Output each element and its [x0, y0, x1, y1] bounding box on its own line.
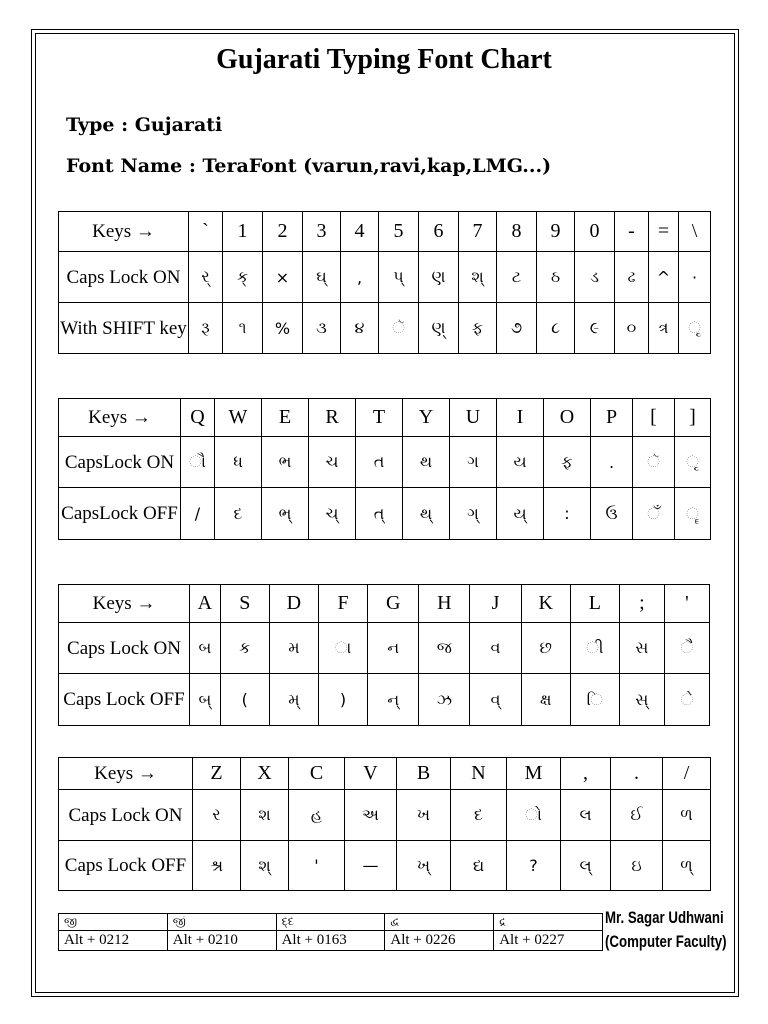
glyph-cell: દ [451, 790, 507, 841]
glyph-cell: ૅ [633, 437, 675, 488]
key-cell: / [663, 758, 711, 790]
glyph-cell: ? [507, 841, 561, 891]
caps-lock-on-label: CapsLock ON [59, 437, 181, 488]
key-cell: T [356, 399, 403, 437]
key-cell: F [318, 585, 367, 623]
glyph-cell: ઇ [611, 841, 663, 891]
key-cell: N [451, 758, 507, 790]
key-cell: J [470, 585, 521, 623]
glyph-cell: હ [289, 790, 345, 841]
glyph-cell: બ્ [190, 674, 221, 726]
glyph-cell: ખ [397, 790, 451, 841]
key-cell: S [220, 585, 269, 623]
glyph-cell: ૯ [575, 303, 615, 354]
glyph-cell: ૌ [181, 437, 215, 488]
key-cell: G [368, 585, 419, 623]
glyph-cell: , [341, 252, 379, 303]
glyph-cell: ત્ [356, 488, 403, 540]
key-cell: X [241, 758, 289, 790]
glyph-cell: ૈ [664, 623, 709, 674]
glyph-cell: મ્ [269, 674, 318, 726]
key-cell: U [450, 399, 497, 437]
glyph-cell: : [544, 488, 591, 540]
alt-code: Alt + 0163 [276, 931, 385, 951]
key-cell: E [262, 399, 309, 437]
glyph-cell: ૦ [615, 303, 649, 354]
author-credit [605, 906, 727, 954]
key-cell: ' [664, 585, 709, 623]
glyph-cell: થ્ [403, 488, 450, 540]
glyph-cell: ળ્ [663, 841, 711, 891]
key-cell: 4 [341, 212, 379, 252]
glyph-cell: ગ્ [450, 488, 497, 540]
glyph-cell: ક્ [223, 252, 263, 303]
glyph-cell: ડ [575, 252, 615, 303]
key-cell: 1 [223, 212, 263, 252]
caps-lock-on-label: Caps Lock ON [59, 790, 193, 841]
caps-lock-on-label: Caps Lock ON [59, 623, 190, 674]
alt-glyph: દ્ર [494, 914, 603, 931]
glyph-cell: ભ [262, 437, 309, 488]
glyph-cell: ૮ [537, 303, 575, 354]
glyph-cell: × [263, 252, 303, 303]
key-cell: 6 [419, 212, 459, 252]
keys-label: Keys → [59, 758, 193, 790]
glyph-cell: ત [356, 437, 403, 488]
alt-code: Alt + 0227 [494, 931, 603, 951]
key-cell: 7 [459, 212, 497, 252]
glyph-cell: વ [470, 623, 521, 674]
glyph-cell: ઢ [615, 252, 649, 303]
key-cell: 0 [575, 212, 615, 252]
page-title: Gujarati Typing Font Chart [216, 44, 552, 75]
type-line: Type : Gujarati [66, 114, 223, 136]
keys-label: Keys → [59, 399, 181, 437]
author-name: Mr. Sagar Udhwani [605, 908, 724, 927]
glyph-cell: ૧ [223, 303, 263, 354]
alt-glyph: જી [59, 914, 168, 931]
glyph-cell: થ [403, 437, 450, 488]
asdf-row-table [58, 584, 710, 726]
glyph-cell: ન [368, 623, 419, 674]
key-cell: L [570, 585, 619, 623]
caps-lock-off-label: CapsLock OFF [59, 488, 181, 540]
glyph-cell: ઘ્ [303, 252, 341, 303]
author-role: (Computer Faculty) [605, 932, 727, 951]
glyph-cell: / [181, 488, 215, 540]
alt-code: Alt + 0226 [385, 931, 494, 951]
glyph-cell: ઉ [591, 488, 633, 540]
key-cell: ; [619, 585, 664, 623]
glyph-cell: ય [497, 437, 544, 488]
key-cell: = [649, 212, 679, 252]
glyph-cell: ૩ [303, 303, 341, 354]
glyph-cell: ો [507, 790, 561, 841]
glyph-cell: ) [318, 674, 367, 726]
glyph-cell: . [591, 437, 633, 488]
glyph-cell: ફ [544, 437, 591, 488]
glyph-cell: ૭ [497, 303, 537, 354]
glyph-cell: ઁ [633, 488, 675, 540]
glyph-cell: શ [241, 790, 289, 841]
glyph-cell: લ્ [561, 841, 611, 891]
key-cell: Y [403, 399, 450, 437]
glyph-cell: ઈ [611, 790, 663, 841]
glyph-cell: બ [190, 623, 221, 674]
key-cell: , [561, 758, 611, 790]
glyph-cell: િ [570, 674, 619, 726]
glyph-cell: સ [619, 623, 664, 674]
key-cell: 3 [303, 212, 341, 252]
glyph-cell: ક [220, 623, 269, 674]
glyph-cell: ઠ [537, 252, 575, 303]
number-row-table [58, 211, 711, 354]
glyph-cell: ળ [663, 790, 711, 841]
glyph-cell: ી [570, 623, 619, 674]
caps-lock-off-label: Caps Lock OFF [59, 841, 193, 891]
glyph-cell: મ [269, 623, 318, 674]
key-cell: P [591, 399, 633, 437]
glyph-cell: ૃ [675, 437, 711, 488]
qwerty-row-table [58, 398, 711, 540]
glyph-cell: ે [664, 674, 709, 726]
key-cell: W [215, 399, 262, 437]
glyph-cell: ધ [215, 437, 262, 488]
caps-lock-on-label: Caps Lock ON [59, 252, 189, 303]
glyph-cell: વ્ [470, 674, 521, 726]
key-cell: 2 [263, 212, 303, 252]
glyph-cell: ગ [450, 437, 497, 488]
key-cell: \ [679, 212, 711, 252]
key-cell: 8 [497, 212, 537, 252]
alt-code-table [58, 913, 603, 951]
glyph-cell: ચ્ [309, 488, 356, 540]
glyph-cell: ણ્ [419, 303, 459, 354]
glyph-cell: ક્ષ [521, 674, 570, 726]
glyph-cell: શ્ [459, 252, 497, 303]
key-cell: . [611, 758, 663, 790]
font-name-line: Font Name : TeraFont (varun,ravi,kap,LMG...) [66, 155, 552, 177]
alt-glyph: દ્દ [276, 914, 385, 931]
key-cell: C [289, 758, 345, 790]
glyph-cell: રૂ [189, 303, 223, 354]
glyph-cell: ખ્ [397, 841, 451, 891]
glyph-cell: · [679, 252, 711, 303]
glyph-cell: પ્ [379, 252, 419, 303]
key-cell: 9 [537, 212, 575, 252]
glyph-cell: ત્ર [649, 303, 679, 354]
key-cell: A [190, 585, 221, 623]
key-cell: ] [675, 399, 711, 437]
key-cell: [ [633, 399, 675, 437]
keys-label: Keys → [59, 585, 190, 623]
keys-label: Keys → [59, 212, 189, 252]
key-cell: H [419, 585, 470, 623]
glyph-cell: ટ [497, 252, 537, 303]
key-cell: 5 [379, 212, 419, 252]
glyph-cell: ( [220, 674, 269, 726]
glyph-cell: અ [345, 790, 397, 841]
glyph-cell: ભ્ [262, 488, 309, 540]
glyph-cell: ૅ [379, 303, 419, 354]
glyph-cell: શ્ર [193, 841, 241, 891]
glyph-cell: છ [521, 623, 570, 674]
key-cell: K [521, 585, 570, 623]
glyph-cell: ૪ [341, 303, 379, 354]
alt-code: Alt + 0210 [167, 931, 276, 951]
glyph-cell: લ [561, 790, 611, 841]
key-cell: I [497, 399, 544, 437]
glyph-cell: જ [419, 623, 470, 674]
key-cell: V [345, 758, 397, 790]
key-cell: O [544, 399, 591, 437]
key-cell: - [615, 212, 649, 252]
key-cell: D [269, 585, 318, 623]
key-cell: ` [189, 212, 223, 252]
glyph-cell: દ્ય [451, 841, 507, 891]
alt-code: Alt + 0212 [59, 931, 168, 951]
alt-glyph: જીં [167, 914, 276, 931]
glyph-cell: ર [193, 790, 241, 841]
glyph-cell: સ્ [619, 674, 664, 726]
glyph-cell: ણ [419, 252, 459, 303]
glyph-cell: શ્ [241, 841, 289, 891]
key-cell: M [507, 758, 561, 790]
glyph-cell: ર્ [189, 252, 223, 303]
glyph-cell: ા [318, 623, 367, 674]
caps-lock-off-label: Caps Lock OFF [59, 674, 190, 726]
key-cell: R [309, 399, 356, 437]
glyph-cell: ય્ [497, 488, 544, 540]
glyph-cell: દ [215, 488, 262, 540]
glyph-cell: ૄ [675, 488, 711, 540]
glyph-cell: ફ [459, 303, 497, 354]
glyph-cell: ઝ [419, 674, 470, 726]
glyph-cell: ૃ [679, 303, 711, 354]
zxcv-row-table [58, 757, 711, 891]
key-cell: B [397, 758, 451, 790]
glyph-cell: ન્ [368, 674, 419, 726]
with-shift-label: With SHIFT key [59, 303, 189, 354]
key-cell: Q [181, 399, 215, 437]
glyph-cell: ' [289, 841, 345, 891]
alt-glyph: દ્વ [385, 914, 494, 931]
glyph-cell: ^ [649, 252, 679, 303]
glyph-cell: — [345, 841, 397, 891]
glyph-cell: ચ [309, 437, 356, 488]
glyph-cell: % [263, 303, 303, 354]
key-cell: Z [193, 758, 241, 790]
